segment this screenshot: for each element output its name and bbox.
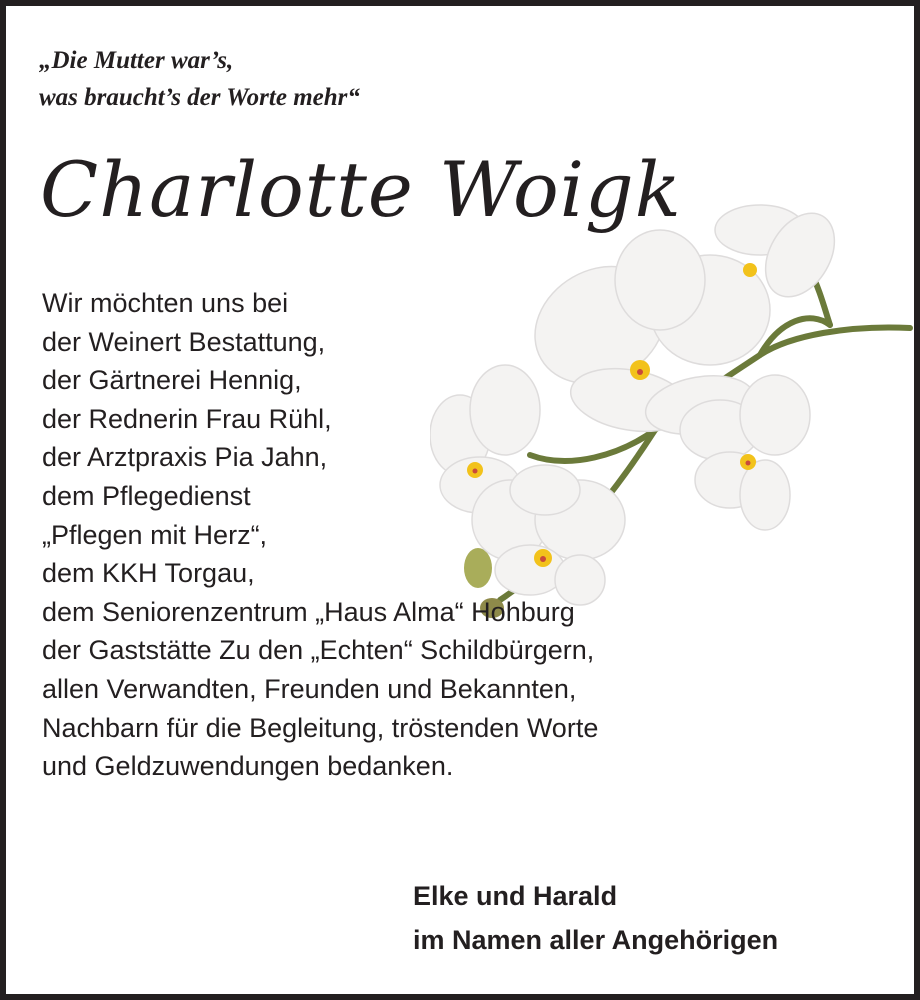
body-line: Nachbarn für die Begleitung, tröstenden Worte (42, 712, 599, 743)
body-line: allen Verwandten, Freunden und Bekannten, (42, 673, 577, 704)
body-line: der Gaststätte Zu den „Echten“ Schildbürgern, (42, 635, 595, 666)
body-line: dem Pflegedienst (42, 480, 251, 511)
signature-line-1: Elke und Harald (413, 881, 618, 911)
body-line: der Gärtnerei Hennig, (42, 365, 302, 396)
quote-line-1: „Die Mutter war’s, (39, 47, 234, 74)
body-line: der Rednerin Frau Rühl, (42, 403, 332, 434)
body-line: dem Seniorenzentrum „Haus Alma“ Hohburg (42, 596, 575, 627)
quote (39, 42, 360, 116)
thank-you-text (42, 284, 598, 786)
body-line: der Arztpraxis Pia Jahn, (42, 442, 328, 473)
body-line: der Weinert Bestattung, (42, 326, 326, 357)
signature (413, 874, 778, 962)
body-line: „Pflegen mit Herz“, (42, 519, 268, 550)
deceased-name: Charlotte Woigk (40, 145, 682, 234)
quote-line-2: was braucht’s der Worte mehr“ (39, 84, 360, 111)
signature-line-2: im Namen aller Angehörigen (413, 925, 779, 955)
body-line: dem KKH Torgau, (42, 558, 255, 589)
body-line: und Geldzuwendungen bedanken. (42, 751, 454, 782)
body-line: Wir möchten uns bei (42, 288, 289, 318)
